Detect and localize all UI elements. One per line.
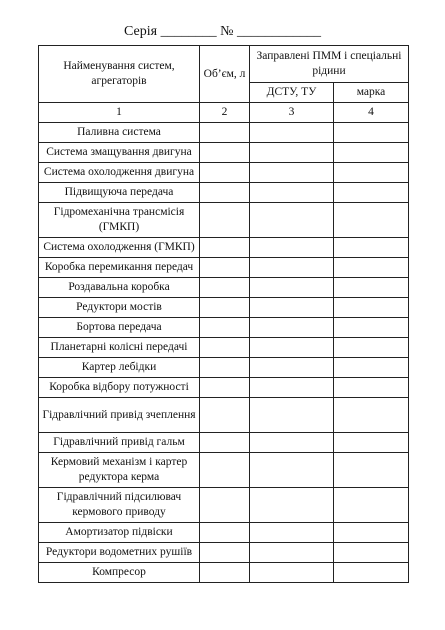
- table-row: [39, 563, 409, 583]
- standard-cell[interactable]: [250, 163, 334, 183]
- standard-cell[interactable]: [250, 203, 334, 238]
- system-name-cell: Гідравлічний підсилювач кермового приводу: [39, 488, 200, 523]
- brand-cell[interactable]: [334, 453, 409, 488]
- system-name-cell: Роздавальна коробка: [39, 278, 200, 298]
- standard-cell[interactable]: [250, 143, 334, 163]
- brand-cell[interactable]: [334, 378, 409, 398]
- column-number: 1: [39, 103, 200, 123]
- column-header-brand: марка: [334, 83, 409, 103]
- table-row: [39, 433, 409, 453]
- standard-cell[interactable]: [250, 433, 334, 453]
- column-number-row: [39, 103, 409, 123]
- standard-cell[interactable]: [250, 258, 334, 278]
- column-header-fluids: Заправлені ПММ і спеціальні рідини: [250, 46, 409, 83]
- volume-cell[interactable]: [200, 523, 250, 543]
- column-header-standard: ДСТУ, ТУ: [250, 83, 334, 103]
- column-number: 4: [334, 103, 409, 123]
- system-name-cell: Коробка відбору потужності: [39, 378, 200, 398]
- serial-label: Серія: [124, 24, 158, 39]
- table-row: [39, 143, 409, 163]
- column-header-name: Найменування систем, агрегаторів: [39, 46, 200, 103]
- standard-cell[interactable]: [250, 563, 334, 583]
- standard-cell[interactable]: [250, 318, 334, 338]
- table-row: [39, 358, 409, 378]
- volume-cell[interactable]: [200, 358, 250, 378]
- table-row: [39, 338, 409, 358]
- fluids-table: [38, 45, 409, 583]
- brand-cell[interactable]: [334, 523, 409, 543]
- system-name-cell: Амортизатор підвіски: [39, 523, 200, 543]
- system-name-cell: Система охолодження двигуна: [39, 163, 200, 183]
- table-row: [39, 298, 409, 318]
- volume-cell[interactable]: [200, 238, 250, 258]
- brand-cell[interactable]: [334, 258, 409, 278]
- standard-cell[interactable]: [250, 338, 334, 358]
- standard-cell[interactable]: [250, 378, 334, 398]
- volume-cell[interactable]: [200, 378, 250, 398]
- standard-cell[interactable]: [250, 523, 334, 543]
- system-name-cell: Гідравлічний привід зчеплення: [39, 398, 200, 433]
- volume-cell[interactable]: [200, 123, 250, 143]
- brand-cell[interactable]: [334, 183, 409, 203]
- serial-blank: ________: [160, 24, 217, 39]
- volume-cell[interactable]: [200, 433, 250, 453]
- table-row: [39, 488, 409, 523]
- number-blank: ____________: [236, 24, 321, 39]
- volume-cell[interactable]: [200, 163, 250, 183]
- system-name-cell: Система змащування двигуна: [39, 143, 200, 163]
- table-body: [39, 123, 409, 583]
- brand-cell[interactable]: [334, 398, 409, 433]
- volume-cell[interactable]: [200, 488, 250, 523]
- volume-cell[interactable]: [200, 563, 250, 583]
- table-row: [39, 123, 409, 143]
- table-row: [39, 183, 409, 203]
- volume-cell[interactable]: [200, 258, 250, 278]
- system-name-cell: Підвищуюча передача: [39, 183, 200, 203]
- system-name-cell: Коробка перемикання передач: [39, 258, 200, 278]
- system-name-cell: Картер лебідки: [39, 358, 200, 378]
- table-row: [39, 378, 409, 398]
- table-row: [39, 523, 409, 543]
- brand-cell[interactable]: [334, 203, 409, 238]
- brand-cell[interactable]: [334, 143, 409, 163]
- standard-cell[interactable]: [250, 123, 334, 143]
- table-row: [39, 238, 409, 258]
- brand-cell[interactable]: [334, 543, 409, 563]
- table-row: [39, 203, 409, 238]
- standard-cell[interactable]: [250, 298, 334, 318]
- table-row: [39, 453, 409, 488]
- brand-cell[interactable]: [334, 338, 409, 358]
- table-row: [39, 163, 409, 183]
- brand-cell[interactable]: [334, 163, 409, 183]
- standard-cell[interactable]: [250, 543, 334, 563]
- table-row: [39, 258, 409, 278]
- column-number: 2: [200, 103, 250, 123]
- volume-cell[interactable]: [200, 318, 250, 338]
- system-name-cell: Редуктори водометних рушіїв: [39, 543, 200, 563]
- system-name-cell: Система охолодження (ГМКП): [39, 238, 200, 258]
- standard-cell[interactable]: [250, 398, 334, 433]
- system-name-cell: Редуктори мостів: [39, 298, 200, 318]
- serial-number-header: [0, 24, 445, 40]
- standard-cell[interactable]: [250, 278, 334, 298]
- volume-cell[interactable]: [200, 183, 250, 203]
- volume-cell[interactable]: [200, 338, 250, 358]
- system-name-cell: Кермовий механізм і картер редуктора керма: [39, 453, 200, 488]
- number-label: №: [220, 24, 234, 39]
- brand-cell[interactable]: [334, 433, 409, 453]
- standard-cell[interactable]: [250, 358, 334, 378]
- standard-cell[interactable]: [250, 183, 334, 203]
- system-name-cell: Паливна система: [39, 123, 200, 143]
- brand-cell[interactable]: [334, 488, 409, 523]
- system-name-cell: Планетарні колісні передачі: [39, 338, 200, 358]
- column-number: 3: [250, 103, 334, 123]
- brand-cell[interactable]: [334, 123, 409, 143]
- system-name-cell: Компресор: [39, 563, 200, 583]
- volume-cell[interactable]: [200, 543, 250, 563]
- system-name-cell: Гідравлічний привід гальм: [39, 433, 200, 453]
- standard-cell[interactable]: [250, 453, 334, 488]
- standard-cell[interactable]: [250, 488, 334, 523]
- volume-cell[interactable]: [200, 143, 250, 163]
- brand-cell[interactable]: [334, 278, 409, 298]
- volume-cell[interactable]: [200, 203, 250, 238]
- system-name-cell: Бортова передача: [39, 318, 200, 338]
- brand-cell[interactable]: [334, 358, 409, 378]
- table-row: [39, 278, 409, 298]
- volume-cell[interactable]: [200, 278, 250, 298]
- brand-cell[interactable]: [334, 298, 409, 318]
- table-row: [39, 398, 409, 433]
- table-row: [39, 543, 409, 563]
- volume-cell[interactable]: [200, 398, 250, 433]
- brand-cell[interactable]: [334, 318, 409, 338]
- brand-cell[interactable]: [334, 238, 409, 258]
- table-row: [39, 318, 409, 338]
- volume-cell[interactable]: [200, 298, 250, 318]
- brand-cell[interactable]: [334, 563, 409, 583]
- volume-cell[interactable]: [200, 453, 250, 488]
- standard-cell[interactable]: [250, 238, 334, 258]
- system-name-cell: Гідромеханічна трансмісія (ГМКП): [39, 203, 200, 238]
- column-header-volume: Об’єм, л: [200, 46, 250, 103]
